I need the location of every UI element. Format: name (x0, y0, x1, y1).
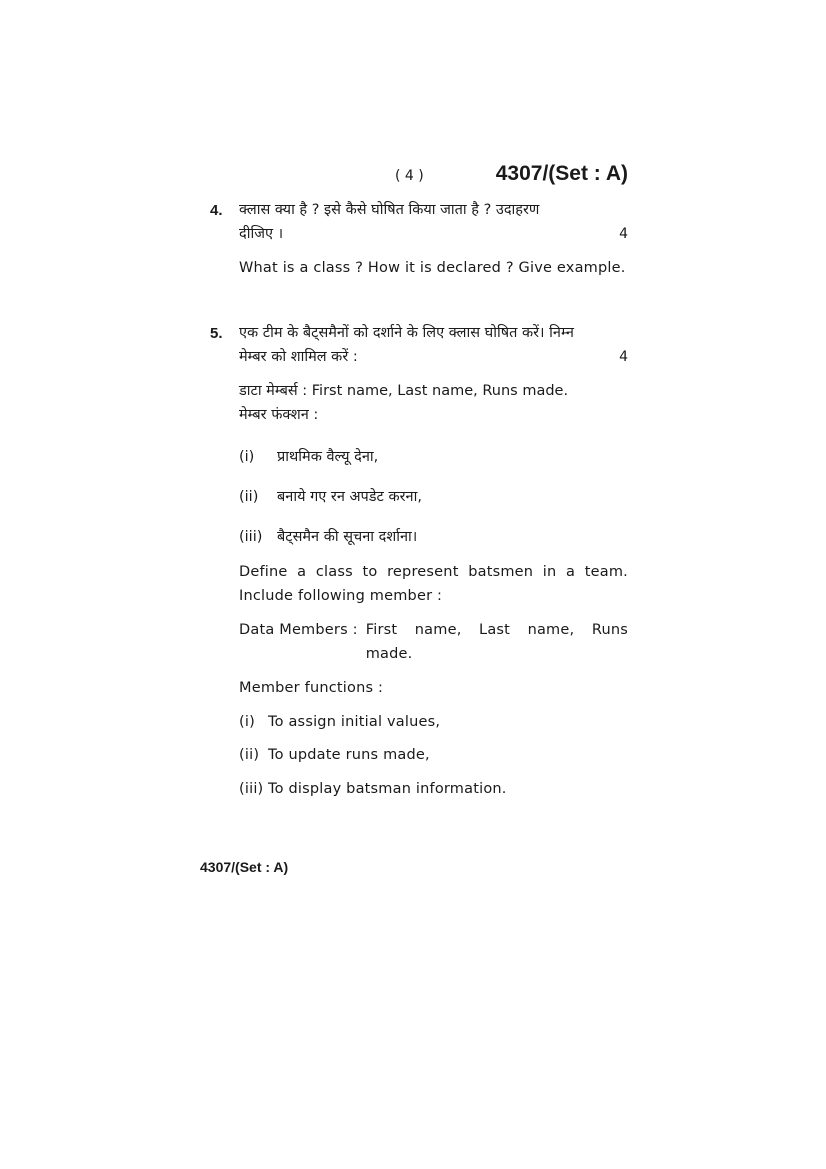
hindi-function-text: बैट्समैन की सूचना दर्शाना। (277, 529, 418, 545)
hindi-function-item (239, 445, 628, 469)
question-5-marks: 4 (619, 349, 628, 365)
question-5-hindi (239, 321, 628, 369)
english-data-members (239, 618, 628, 666)
question-4-hindi-line1: क्लास क्या है ? इसे कैसे घोषित किया जाता है ? उदाहरण (239, 202, 540, 218)
question-5-hindi-line1: एक टीम के बैट्समैनों को दर्शाने के लिए क्लास घोषित करें। निम्न (239, 325, 574, 341)
hindi-function-text: बनाये गए रन अपडेट करना, (277, 489, 422, 505)
english-data-members-label: Data Members : (239, 622, 358, 638)
question-4-hindi-line2: दीजिए । (239, 226, 284, 242)
question-4-number: 4. (210, 202, 223, 219)
hindi-function-item (239, 525, 628, 549)
english-function-text: To display batsman information. (268, 781, 507, 797)
question-4-hindi-line2-row (239, 222, 628, 246)
hindi-function-label: (iii) (239, 529, 263, 545)
hindi-function-text: प्राथमिक वैल्यू देना, (277, 449, 379, 465)
hindi-member-functions-label: मेम्बर फंक्शन : (239, 407, 319, 423)
question-5-hindi-line2: मेम्बर को शामिल करें : (239, 349, 358, 365)
header-paper-code: 4307/(Set : A) (495, 162, 628, 185)
question-4-english: What is a class ? How it is declared ? Give example. (239, 260, 626, 276)
page-number: ( 4 ) (395, 168, 424, 184)
hindi-function-label: (i) (239, 449, 255, 465)
english-function-text: To assign initial values, (268, 714, 441, 730)
question-5-english-intro: Define a class to represent batsmen in a team. Include following member : (239, 564, 628, 604)
footer-paper-code: 4307/(Set : A) (200, 859, 289, 875)
question-4-hindi (239, 198, 628, 246)
english-function-item (239, 777, 628, 801)
english-function-label: (iii) (239, 781, 264, 797)
english-data-members-row (239, 618, 628, 666)
english-data-members-value: First name, Last name, Runs made. (365, 622, 628, 662)
english-function-text: To update runs made, (268, 747, 430, 763)
question-5-number: 5. (210, 325, 223, 342)
question-5-hindi-data-members (239, 379, 628, 427)
hindi-function-item (239, 485, 628, 509)
english-member-functions-label: Member functions : (239, 680, 384, 696)
english-function-item (239, 710, 628, 734)
hindi-data-members-line: डाटा मेम्बर्स : First name, Last name, Runs made. (239, 383, 569, 399)
question-5-hindi-line2-row (239, 345, 628, 369)
english-function-item (239, 743, 628, 767)
english-function-label: (i) (239, 714, 255, 730)
english-function-label: (ii) (239, 747, 260, 763)
question-4-marks: 4 (619, 226, 628, 242)
hindi-function-label: (ii) (239, 489, 259, 505)
